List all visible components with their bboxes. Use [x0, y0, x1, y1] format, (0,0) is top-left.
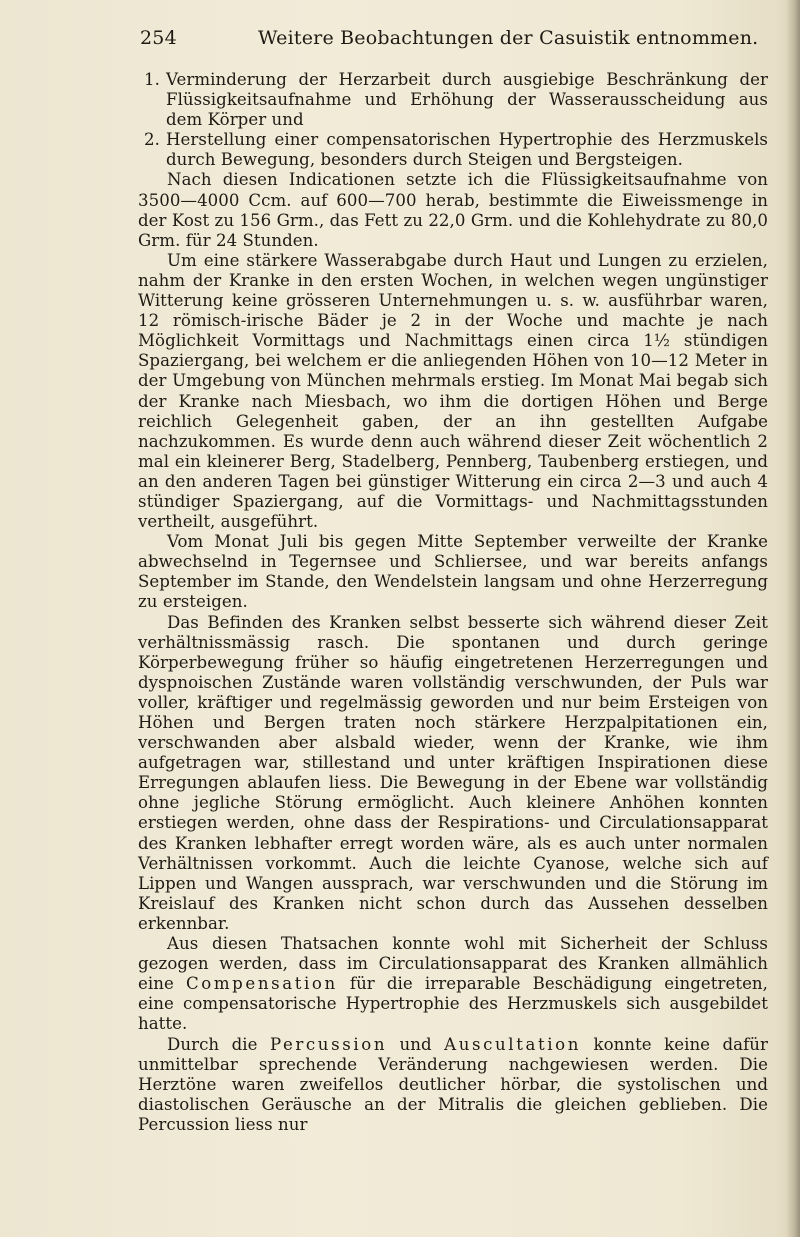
text-run: Aus diesen Thatsachen konnte wohl mit Sicherheit der Schluss gezogen werden, dass im Circulationsapparat des Kranken allmählich eine — [138, 934, 768, 994]
page-edge-shadow — [786, 0, 800, 1237]
emphasis-auscultation: Auscultation — [444, 1034, 582, 1054]
text-run: konnte keine dafür unmittelbar sprechende Veränderung nachgewiesen werden. Die Herztöne waren zweifellos deutlicher hörbar, die systolischen und diastolischen Geräusche an der Mitralis die gleichen geblieben. Die Percussion liess nur — [138, 1034, 769, 1134]
paragraph-percussion — [138, 1035, 768, 1135]
text-run: für die irreparable Beschädigung eingetreten, eine compensatorische Hypertrophie des Herzmuskels sich ausgebildet hatte. — [138, 974, 768, 1034]
text-run: Durch die — [167, 1034, 258, 1054]
page-number: 254 — [140, 27, 177, 49]
list-number: 1. — [144, 70, 160, 89]
emphasis-compensation: Compensation — [185, 974, 338, 994]
page-header — [140, 18, 760, 58]
paragraph-exercise: Um eine stärkere Wasserabgabe durch Haut und Lungen zu erzielen, nahm der Kranke in den ersten Wochen, in welchen wegen ungünstiger Witterung keine grösseren Unternehmungen u. s. w. ausführbar waren, 12 römisch-irische Bäder je 2 in der Woche und machte je nach Möglichkeit Vormittags und Nachmittags einen circa 1½ stündigen Spaziergang, bei welchem er die anliegenden Höhen von 10—12 Meter in der Umgebung von München mehrmals erstieg. Im Monat Mai begab sich der Kranke nach Miesbach, wo ihm die dortigen Höhen und Berge reichlich Gelegenheit gaben, der an ihn gestellten Aufgabe nachzukommen. Es wurde denn auch während dieser Zeit wöchentlich 2 mal ein kleinerer Berg, Stadelberg, Pennberg, Taubenberg erstiegen, und an den anderen Tagen bei günstiger Witterung ein circa 2—3 und auch 4 stündiger Spaziergang, auf die Vormittags- und Nachmittagsstunden vertheilt, ausgeführt. — [138, 250, 768, 532]
text-run: und — [399, 1034, 432, 1054]
running-title: Weitere Beobachtungen der Casuistik entnommen. — [258, 27, 759, 49]
list-number: 2. — [144, 130, 160, 150]
list-item-1 — [138, 70, 768, 130]
emphasis-percussion: Percussion — [269, 1034, 388, 1054]
list-text: Herstellung einer compensatorischen Hypertrophie des Herzmuskels durch Bewegung, besonders durch Steigen und Bergsteigen. — [166, 130, 768, 170]
body-text — [138, 70, 768, 1135]
paragraph-condition: Das Befinden des Kranken selbst besserte sich während dieser Zeit verhältnissmässig rasch. Die spontanen und durch geringe Körperbewegung früher so häufig eingetretenen Herzerregungen und dyspnoischen Zustände waren vollständig verschwunden, der Puls war voller, kräftiger und regelmässig geworden und nur beim Ersteigen von Höhen und Bergen traten noch stärkere Herzpalpitationen ein, verschwanden aber alsbald wieder, wenn der Kranke, wie ihm aufgetragen war, stillestand und unter kräftigen Inspirationen diese Erregungen ablaufen liess. Die Bewegung in der Ebene war vollständig ohne jegliche Störung ermöglicht. Auch kleinere Anhöhen konnten erstiegen werden, ohne dass der Respirations- und Circulationsapparat des Kranken lebhafter erregt worden wäre, als es auch unter normalen Verhältnissen vorkommt. Auch die leichte Cyanose, welche sich auf Lippen und Wangen aussprach, war verschwunden und die Störung im Kreislauf des Kranken nicht schon durch das Aussehen desselben erkennbar. — [138, 612, 768, 933]
paragraph-conclusion — [138, 934, 768, 1034]
list-item-2 — [138, 130, 768, 170]
paragraph-summer: Vom Monat Juli bis gegen Mitte September verweilte der Kranke abwechselnd in Tegernsee und Schliersee, und war bereits anfangs September im Stande, den Wendelstein langsam und ohne Herzerregung zu ersteigen. — [138, 532, 768, 612]
list-text: Verminderung der Herzarbeit durch ausgiebige Beschränkung der Flüssigkeitsaufnahme und Erhöhung der Wasserausscheidung aus dem Körper und — [166, 70, 768, 130]
paragraph-diet: Nach diesen Indicationen setzte ich die Flüssigkeitsaufnahme von 3500—4000 Ccm. auf 600—700 herab, bestimmte die Eiweissmenge in der Kost zu 156 Grm., das Fett zu 22,0 Grm. und die Kohlehydrate zu 80,0 Grm. für 24 Stunden. — [138, 170, 768, 250]
